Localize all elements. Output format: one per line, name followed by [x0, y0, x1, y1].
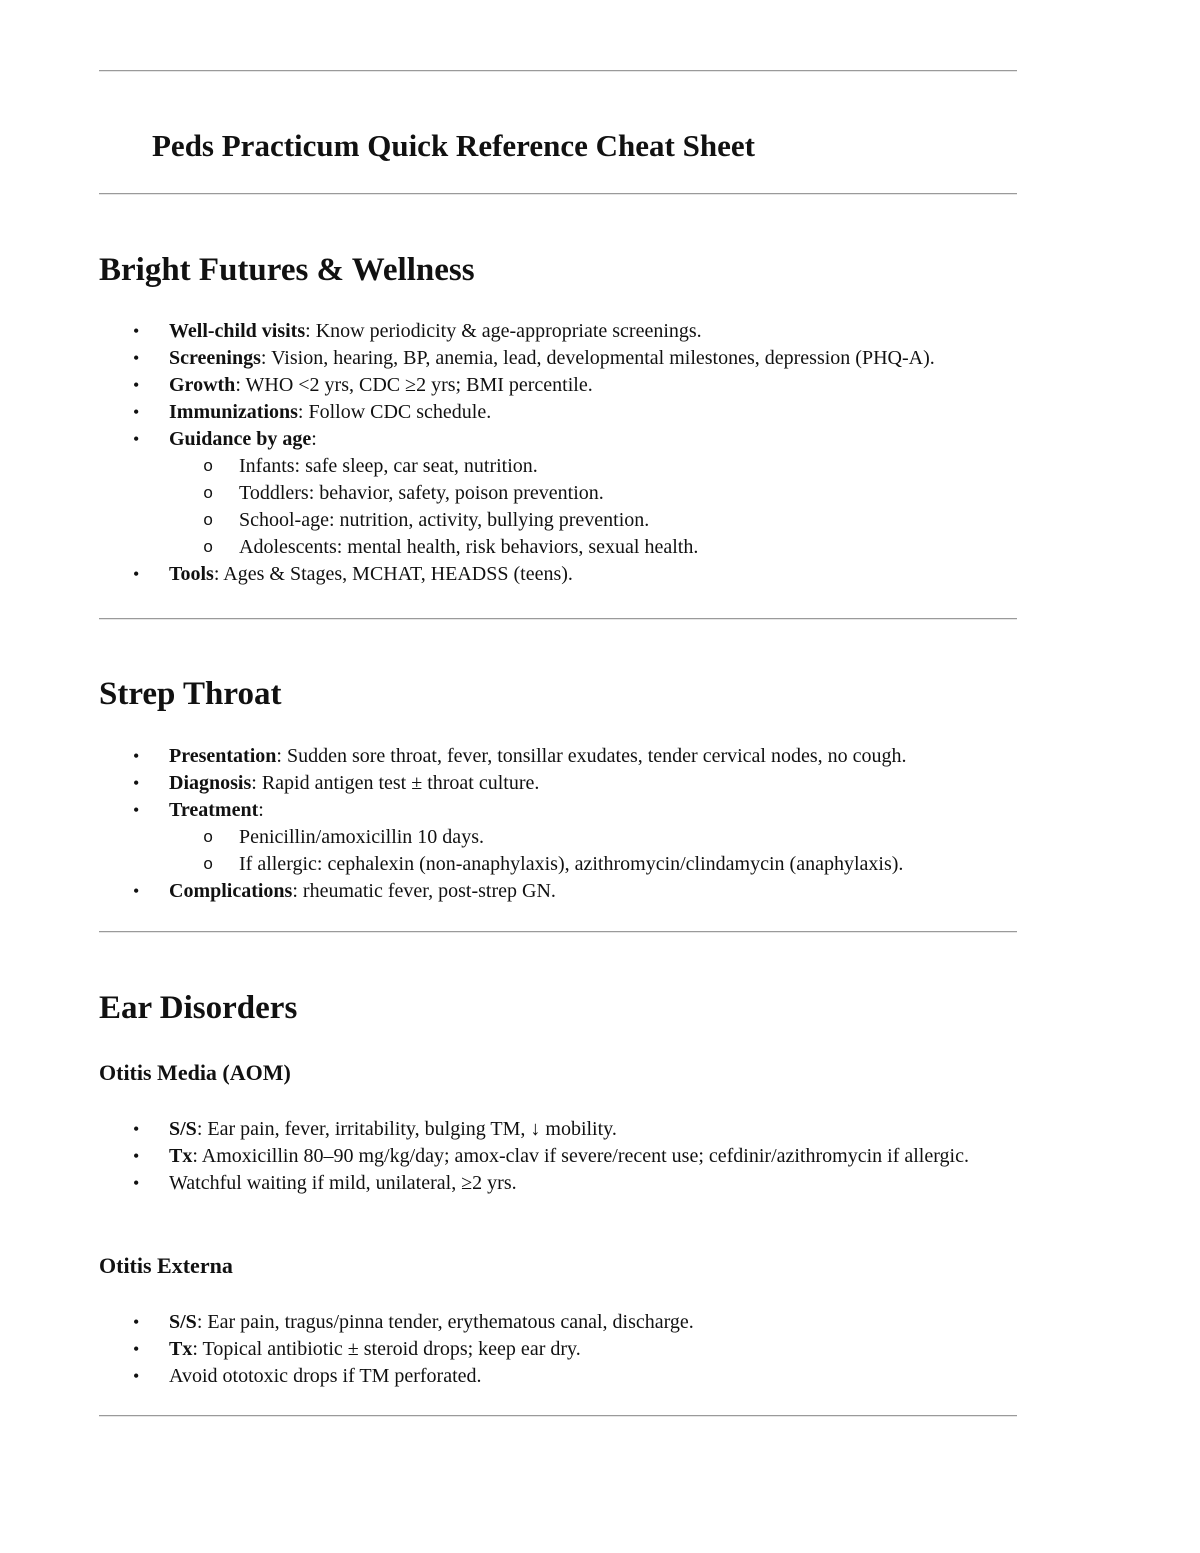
item-text: Ear pain, tragus/pinna tender, erythematous canal, discharge.: [207, 1311, 694, 1333]
item-separator: :: [260, 347, 272, 369]
item-separator: :: [196, 1118, 208, 1140]
bullet-icon: •: [133, 1173, 140, 1193]
subsection-heading-otitis-media: Otitis Media (AOM): [99, 1060, 291, 1085]
horizontal-rule: [99, 618, 1017, 620]
list-item: [0, 878, 1089, 905]
list-item: [0, 1170, 1089, 1197]
item-text: Rapid antigen test ± throat culture.: [261, 772, 540, 794]
bullet-icon: •: [133, 429, 140, 449]
list-item: [0, 372, 1089, 399]
section-heading-ear: Ear Disorders: [99, 990, 298, 1026]
item-term: Well-child visits: [169, 320, 306, 342]
item-separator: :: [305, 320, 316, 342]
list-item: [0, 426, 1089, 561]
item-term: Immunizations: [169, 401, 298, 423]
bullet-icon: •: [133, 773, 140, 793]
item-term: Tx: [169, 1338, 193, 1360]
sub-item-text: If allergic: cephalexin (non-anaphylaxis), azithromycin/clindamycin (anaphylaxis).: [239, 853, 904, 875]
list-item: [0, 399, 1089, 426]
bullet-icon: •: [133, 800, 140, 820]
sub-bullet-icon: o: [203, 485, 214, 504]
section-heading-wellness: Bright Futures & Wellness: [99, 252, 475, 288]
bullet-icon: •: [133, 881, 140, 901]
item-separator: :: [192, 1145, 202, 1167]
sub-bullet-icon: o: [203, 458, 214, 477]
sub-list-item: [203, 824, 1089, 851]
item-text: Know periodicity & age-appropriate screenings.: [315, 320, 702, 342]
item-term: Guidance by age: [169, 428, 312, 450]
item-text: Ear pain, fever, irritability, bulging TM, ↓ mobility.: [207, 1118, 617, 1140]
wellness-list: [0, 318, 1089, 588]
list-item: [0, 1116, 1089, 1143]
item-term: Treatment: [169, 799, 259, 821]
bullet-icon: •: [133, 746, 140, 766]
item-term: Tools: [169, 563, 214, 585]
treatment-sublist: [169, 824, 1089, 878]
list-item: [0, 318, 1089, 345]
sub-item-text: Adolescents: mental health, risk behaviors, sexual health.: [239, 536, 699, 558]
list-item: [0, 1336, 1089, 1363]
list-item: [0, 1309, 1089, 1336]
otitis-media-list: [0, 1116, 1089, 1197]
item-text: Topical antibiotic ± steroid drops; keep ear dry.: [202, 1338, 581, 1360]
item-separator: :: [235, 374, 246, 396]
bullet-icon: •: [133, 1339, 140, 1359]
list-item: [0, 743, 1089, 770]
item-separator: :: [276, 745, 287, 767]
document-title: Peds Practicum Quick Reference Cheat Sheet: [152, 128, 755, 163]
sub-bullet-icon: o: [203, 829, 214, 848]
item-term: Growth: [169, 374, 236, 396]
item-text: rheumatic fever, post-strep GN.: [302, 880, 556, 902]
bullet-icon: •: [133, 375, 140, 395]
list-item: [0, 1363, 1089, 1390]
subsection-heading-otitis-externa: Otitis Externa: [99, 1253, 233, 1278]
item-term: S/S: [169, 1311, 197, 1333]
list-item: [0, 1143, 1089, 1170]
item-separator: :: [297, 401, 309, 423]
item-separator: :: [258, 799, 264, 821]
item-separator: :: [196, 1311, 208, 1333]
sub-list-item: [203, 534, 1089, 561]
otitis-externa-list: [0, 1309, 1089, 1390]
horizontal-rule: [99, 193, 1017, 195]
item-separator: :: [292, 880, 303, 902]
item-term: Tx: [169, 1145, 193, 1167]
item-term: Complications: [169, 880, 293, 902]
item-text: Avoid ototoxic drops if TM perforated.: [169, 1365, 482, 1387]
sub-item-text: Toddlers: behavior, safety, poison prevention.: [239, 482, 604, 504]
section-heading-strep: Strep Throat: [99, 676, 282, 712]
item-term: Presentation: [169, 745, 277, 767]
item-separator: :: [251, 772, 262, 794]
bullet-icon: •: [133, 1146, 140, 1166]
bullet-icon: •: [133, 564, 140, 584]
sub-item-text: School-age: nutrition, activity, bullying prevention.: [239, 509, 650, 531]
list-item: [0, 797, 1089, 878]
sub-list-item: [203, 507, 1089, 534]
horizontal-rule: [99, 1415, 1017, 1417]
item-separator: :: [192, 1338, 203, 1360]
sub-bullet-icon: o: [203, 856, 214, 875]
bullet-icon: •: [133, 321, 140, 341]
sub-item-text: Penicillin/amoxicillin 10 days.: [239, 826, 484, 848]
sub-item-text: Infants: safe sleep, car seat, nutrition.: [239, 455, 538, 477]
item-text: Vision, hearing, BP, anemia, lead, developmental milestones, depression (PHQ-A).: [271, 347, 935, 369]
sub-bullet-icon: o: [203, 539, 214, 558]
bullet-icon: •: [133, 1119, 140, 1139]
item-text: Follow CDC schedule.: [308, 401, 492, 423]
horizontal-rule: [99, 931, 1017, 933]
bullet-icon: •: [133, 348, 140, 368]
bullet-icon: •: [133, 402, 140, 422]
item-text: Amoxicillin 80–90 mg/kg/day; amox-clav if severe/recent use; cefdinir/azithromycin if allergic.: [201, 1145, 969, 1167]
bullet-icon: •: [133, 1366, 140, 1386]
list-item: [0, 561, 1089, 588]
bullet-icon: •: [133, 1312, 140, 1332]
list-item: [0, 770, 1089, 797]
sub-list-item: [203, 851, 1089, 878]
item-separator: :: [213, 563, 224, 585]
item-term: Screenings: [169, 347, 261, 369]
horizontal-rule: [99, 70, 1017, 72]
sub-bullet-icon: o: [203, 512, 214, 531]
sub-list-item: [203, 480, 1089, 507]
list-item: [0, 345, 1089, 372]
item-term: Diagnosis: [169, 772, 252, 794]
sub-list-item: [203, 453, 1089, 480]
item-term: S/S: [169, 1118, 197, 1140]
guidance-sublist: [169, 453, 1089, 561]
item-text: Sudden sore throat, fever, tonsillar exudates, tender cervical nodes, no cough.: [286, 745, 907, 767]
item-separator: :: [311, 428, 317, 450]
strep-list: [0, 743, 1089, 905]
item-text: Watchful waiting if mild, unilateral, ≥2 yrs.: [169, 1172, 517, 1194]
item-text: WHO <2 yrs, CDC ≥2 yrs; BMI percentile.: [245, 374, 593, 396]
item-text: Ages & Stages, MCHAT, HEADSS (teens).: [223, 563, 573, 585]
